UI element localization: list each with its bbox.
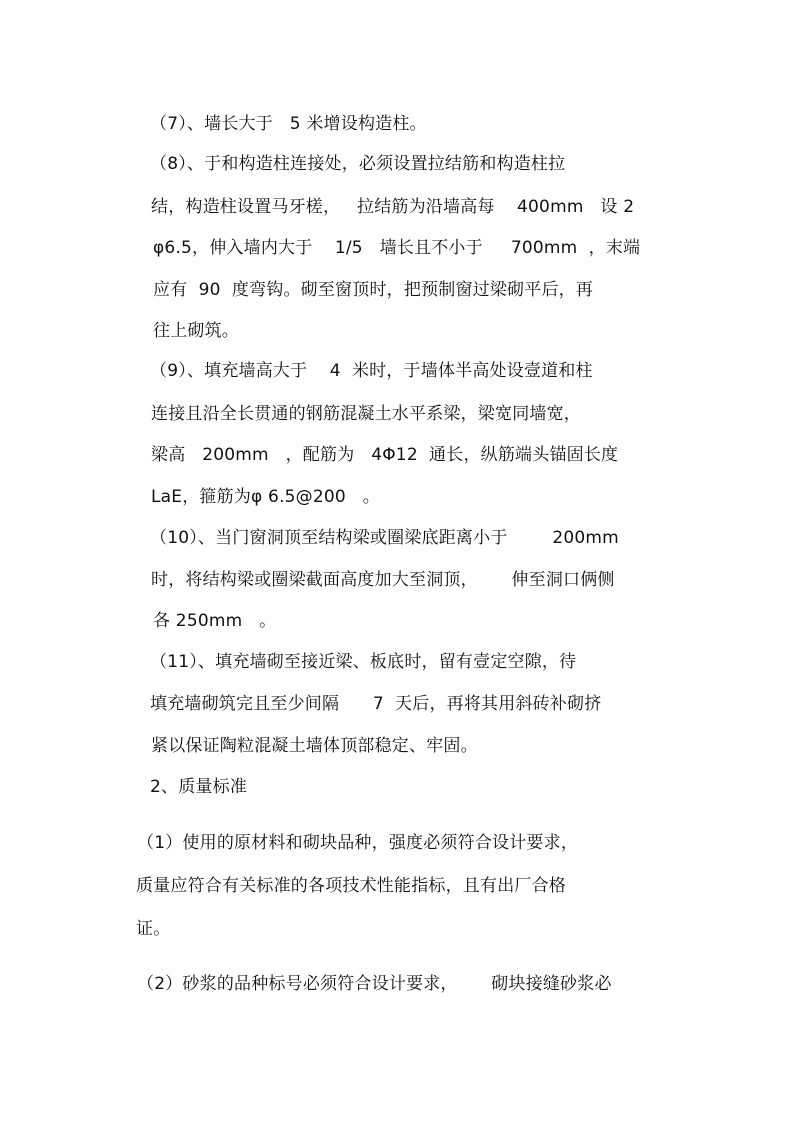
text-line-18: 质量应符合有关标准的各项技术性能指标，且有出厂合格 bbox=[136, 876, 566, 896]
text-line-14: （11）、填充墙砌至接近梁、板底时，留有壹定空隙，待 bbox=[150, 652, 577, 672]
text-line-12: 时，将结构梁或圈梁截面高度加大至洞顶， 伸至洞口俩侧 bbox=[151, 570, 615, 590]
text-line-6: 往上砌筑。 bbox=[153, 321, 239, 341]
text-line-4: φ6.5，伸入墙内大于 1/5 墙长且不小于 700mm ，末端 bbox=[153, 238, 641, 258]
section-heading: 2、质量标准 bbox=[150, 777, 248, 797]
text-line-5: 应有 90 度弯钩。砌至窗顶时，把预制窗过梁砌平后，再 bbox=[153, 280, 594, 300]
text-line-17: （1）使用的原材料和砌块品种，强度必须符合设计要求， bbox=[137, 833, 579, 853]
text-line-7: （9）、填充墙高大于 4 米时，于墙体半高处设壹道和柱 bbox=[150, 361, 593, 381]
text-line-16: 紧以保证陶粒混凝土墙体顶部稳定、牢固。 bbox=[151, 736, 478, 756]
text-line-19: 证。 bbox=[136, 919, 171, 939]
text-line-20: （2）砂浆的品种标号必须符合设计要求， 砌块接缝砂浆必 bbox=[137, 974, 612, 994]
text-line-15: 填充墙砌筑完且至少间隔 7 天后，再将其用斜砖补砌挤 bbox=[150, 694, 602, 714]
text-line-13: 各 250mm 。 bbox=[153, 611, 277, 631]
text-line-1: （7）、墙长大于 5 米增设构造柱。 bbox=[150, 114, 427, 134]
text-line-8: 连接且沿全长贯通的钢筋混凝土水平系梁，梁宽同墙宽， bbox=[151, 404, 581, 424]
text-line-10: LaE，箍筋为φ 6.5@200 。 bbox=[151, 487, 380, 507]
text-line-9: 梁高 200mm ，配筋为 4Φ12 通长，纵筋端头锚固长度 bbox=[151, 445, 619, 465]
text-line-11: （10）、当门窗洞顶至结构梁或圈梁底距离小于 200mm bbox=[150, 528, 619, 548]
text-line-3: 结，构造柱设置马牙槎， 拉结筋为沿墙高每 400mm 设 2 bbox=[151, 197, 635, 217]
text-line-2: （8）、于和构造柱连接处，必须设置拉结筋和构造柱拉 bbox=[150, 154, 566, 174]
